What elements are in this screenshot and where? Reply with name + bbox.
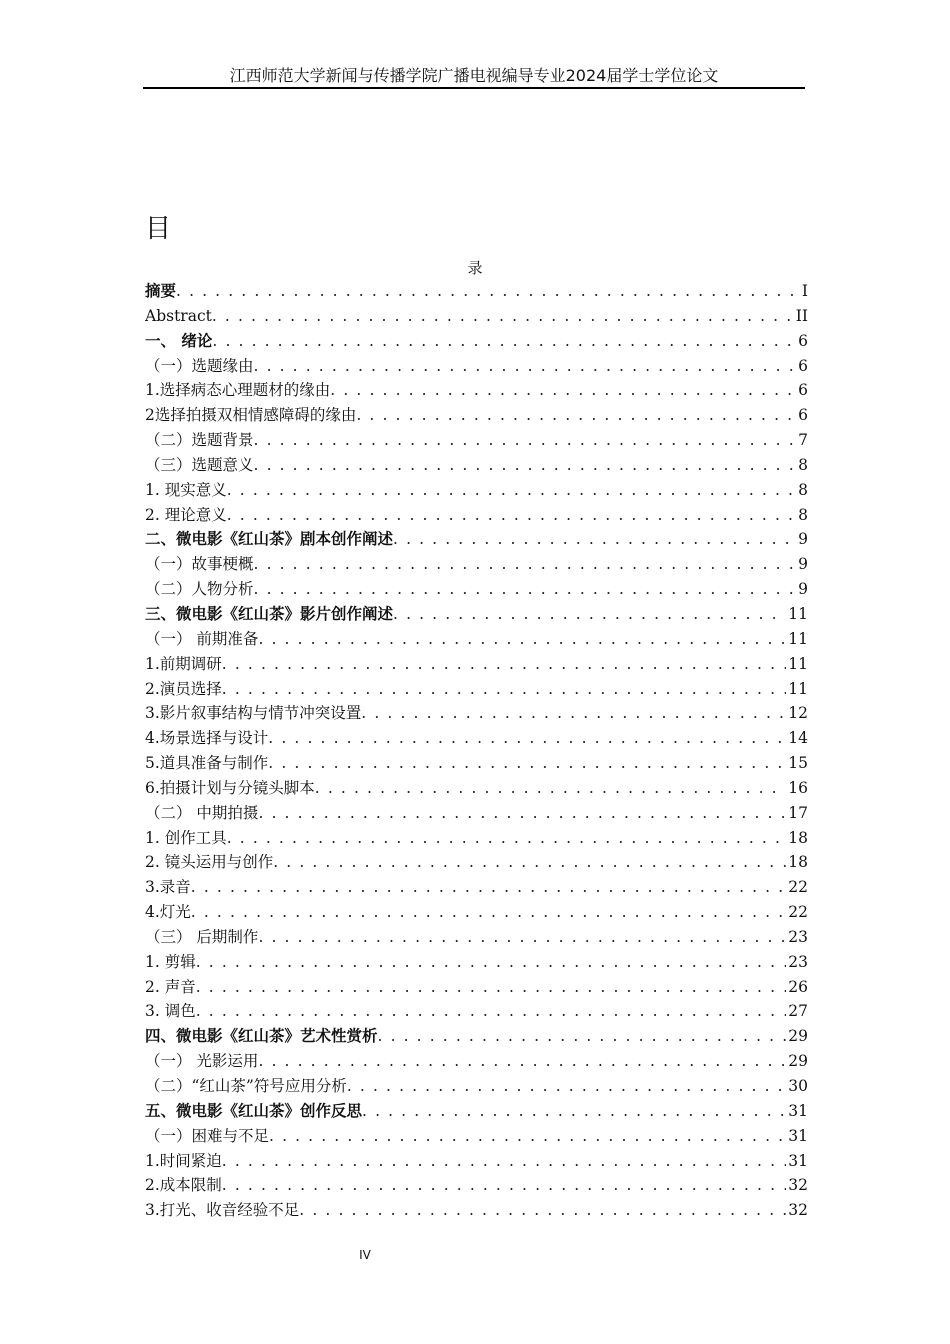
toc-entry[interactable] [145, 577, 808, 602]
toc-entry[interactable] [145, 801, 808, 826]
toc-entry-page: 9 [798, 555, 808, 574]
toc-leader-dots [268, 726, 786, 751]
toc-entry-label: 三、微电影《红山茶》影片创作阐述 [145, 603, 394, 623]
toc-entry-label: 2. 镜头运用与创作 [145, 853, 274, 872]
toc-entry-page: 30 [788, 1077, 808, 1095]
toc-entry-label: 2选择拍摄双相情感障碍的缘由 [145, 406, 357, 425]
toc-leader-dots [362, 1099, 786, 1124]
toc-entry-page: 29 [788, 1052, 808, 1071]
toc-leader-dots [299, 1198, 786, 1223]
toc-entry-page: 31 [788, 1126, 808, 1145]
toc-entry-page: 32 [788, 1201, 808, 1220]
toc-entry[interactable] [145, 900, 808, 925]
toc-entry[interactable] [145, 850, 808, 875]
toc-entry-label: （一） 光影运用 [145, 1052, 259, 1071]
toc-entry[interactable] [145, 925, 808, 950]
toc-entry-label: （二）选题背景 [145, 431, 254, 450]
toc-entry[interactable] [145, 677, 808, 702]
toc-entry-label: 5.道具准备与制作 [145, 754, 269, 773]
toc-entry[interactable] [145, 701, 808, 726]
toc-entry-label: 3.影片叙事结构与情节冲突设置 [145, 704, 362, 723]
toc-entry-page: 14 [788, 729, 808, 748]
toc-entry-label: 6.拍摄计划与分镜头脚本 [145, 778, 315, 797]
toc-entry-label: （三） 后期制作 [145, 927, 259, 946]
toc-entry-page: 26 [788, 977, 808, 996]
toc-entry-page: 9 [798, 580, 808, 599]
toc-entry-label: 1.选择病态心理题材的缘由 [145, 381, 331, 400]
toc-entry-page: 18 [788, 828, 808, 847]
toc-leader-dots [212, 329, 796, 354]
toc-leader-dots [254, 354, 797, 379]
toc-entry-page: 16 [788, 778, 808, 797]
toc-entry[interactable] [145, 875, 808, 900]
toc-entry[interactable] [145, 1198, 808, 1223]
toc-leader-dots [227, 826, 787, 851]
page-number: IV [359, 1248, 371, 1262]
toc-entry-label: 1. 现实意义 [145, 480, 227, 499]
toc-entry-label: 五、微电影《红山茶》创作反思 [145, 1100, 363, 1120]
toc-entry-label: 2.演员选择 [145, 679, 222, 698]
toc-entry-label: 二、微电影《红山茶》剧本创作阐述 [145, 529, 394, 549]
toc-entry-label: （一） 前期准备 [145, 629, 259, 648]
toc-entry-label: 2.成本限制 [145, 1176, 222, 1195]
toc-entry-label: （三）选题意义 [145, 455, 254, 474]
toc-entry-page: 9 [798, 530, 808, 549]
toc-entry-label: 一、 绪论 [145, 330, 213, 350]
toc-entry-page: 8 [798, 455, 808, 474]
toc-leader-dots [222, 652, 786, 677]
toc-entry-page: 8 [798, 505, 808, 524]
toc-entry-page: 31 [788, 1151, 808, 1170]
toc-entry-page: 15 [788, 754, 808, 773]
toc-entry-label: （二） 中期拍摄 [145, 803, 259, 822]
toc-entry-label: 摘要 [145, 281, 177, 300]
toc-entry-page: 12 [788, 704, 808, 723]
toc-entry-page: 22 [788, 878, 808, 897]
toc-leader-dots [196, 950, 787, 975]
toc-entry[interactable] [145, 627, 808, 652]
toc-entry-label: 1. 创作工具 [145, 828, 227, 847]
toc-leader-dots [222, 677, 786, 702]
toc-entry[interactable] [145, 826, 808, 851]
running-header: 江西师范大学新闻与传播学院广播电视编导专业2024届学士学位论文 [229, 66, 719, 85]
toc-entry[interactable] [145, 776, 808, 801]
toc-entry-page: 6 [798, 356, 808, 375]
toc-entry[interactable] [145, 999, 808, 1024]
toc-entry[interactable] [145, 552, 808, 577]
toc-leader-dots [254, 428, 797, 453]
toc-entry-page: 11 [788, 629, 808, 648]
toc-entry[interactable] [145, 503, 808, 528]
toc-leader-dots [258, 801, 786, 826]
toc-entry[interactable] [145, 478, 808, 503]
toc-entry[interactable] [145, 354, 808, 379]
toc-entry-page: 6 [798, 331, 808, 350]
toc-leader-dots [378, 1024, 787, 1049]
toc-leader-dots [222, 1149, 786, 1174]
toc-leader-dots [222, 1173, 786, 1198]
toc-entry-page: 18 [788, 853, 808, 872]
toc-title-main: 目 [145, 214, 172, 244]
toc-leader-dots [254, 552, 797, 577]
toc-entry[interactable] [145, 527, 808, 552]
toc-leader-dots [196, 975, 787, 1000]
toc-entry-label: （一）困难与不足 [145, 1126, 270, 1145]
toc-entry-label: （一）选题缘由 [145, 356, 254, 375]
toc-entry[interactable] [145, 329, 808, 354]
toc-entry-label: 1.前期调研 [145, 654, 222, 673]
toc-entry-page: 6 [798, 381, 808, 400]
toc-entry[interactable] [145, 1099, 808, 1124]
toc-leader-dots [227, 503, 796, 528]
toc-entry-page: 29 [788, 1027, 808, 1046]
toc-leader-dots [356, 403, 796, 428]
toc-leader-dots [254, 577, 797, 602]
toc-entry-label: 1.时间紧迫 [145, 1151, 222, 1170]
toc-entry[interactable] [145, 1149, 808, 1174]
toc-title-sub: 录 [467, 259, 483, 277]
toc-entry-page: 23 [788, 927, 808, 946]
toc-entry-label: 4.场景选择与设计 [145, 729, 269, 748]
toc-leader-dots [227, 478, 796, 503]
toc-leader-dots [361, 701, 786, 726]
toc-entry[interactable] [145, 453, 808, 478]
toc-entry-page: 11 [788, 604, 808, 623]
toc-entry-label: 1. 剪辑 [145, 952, 196, 971]
toc-entry-page: 11 [788, 654, 808, 673]
toc-entry-page: 8 [798, 480, 808, 499]
toc-entry[interactable] [145, 1124, 808, 1149]
toc-leader-dots [196, 999, 787, 1024]
toc-entry-page: 32 [788, 1176, 808, 1195]
toc-leader-dots [176, 279, 800, 304]
toc-entry[interactable] [145, 304, 808, 329]
toc-leader-dots [347, 1074, 786, 1099]
table-of-contents [145, 279, 808, 1223]
toc-entry-page: 6 [798, 406, 808, 425]
toc-entry[interactable] [145, 279, 808, 304]
toc-entry[interactable] [145, 602, 808, 627]
toc-entry[interactable] [145, 652, 808, 677]
toc-entry[interactable] [145, 1173, 808, 1198]
header-rule [143, 87, 805, 89]
toc-leader-dots [258, 925, 786, 950]
toc-leader-dots [393, 602, 786, 627]
toc-entry-page: 22 [788, 903, 808, 922]
toc-entry-page: 27 [788, 1002, 808, 1021]
toc-entry-label: （二）人物分析 [145, 580, 254, 599]
toc-entry-label: 3. 调色 [145, 1002, 196, 1021]
toc-entry[interactable] [145, 428, 808, 453]
toc-entry-label: Abstract [145, 306, 212, 325]
toc-entry[interactable] [145, 1049, 808, 1074]
toc-entry-page: 17 [788, 803, 808, 822]
toc-leader-dots [212, 304, 794, 329]
toc-entry-label: 2. 理论意义 [145, 505, 227, 524]
toc-entry-page: 23 [788, 952, 808, 971]
toc-entry-page: 7 [798, 431, 808, 450]
toc-entry[interactable] [145, 751, 808, 776]
toc-entry[interactable] [145, 378, 808, 403]
toc-leader-dots [268, 751, 786, 776]
toc-entry[interactable] [145, 1074, 808, 1099]
toc-entry-label: 2. 声音 [145, 977, 196, 996]
toc-leader-dots [258, 627, 786, 652]
toc-entry[interactable] [145, 975, 808, 1000]
toc-leader-dots [315, 776, 786, 801]
toc-leader-dots [191, 900, 786, 925]
toc-entry-label: 4.灯光 [145, 903, 191, 922]
toc-entry-label: （二）“红山茶”符号应用分析 [145, 1077, 347, 1095]
toc-entry-label: 四、微电影《红山茶》艺术性赏析 [145, 1026, 378, 1046]
toc-entry-label: 3.录音 [145, 878, 191, 897]
toc-leader-dots [191, 875, 786, 900]
toc-leader-dots [254, 453, 797, 478]
toc-entry-page: II [795, 306, 808, 325]
toc-leader-dots [393, 527, 796, 552]
toc-entry-page: I [801, 282, 808, 300]
toc-entry-page: 11 [788, 679, 808, 698]
toc-leader-dots [273, 850, 786, 875]
toc-leader-dots [330, 378, 796, 403]
toc-entry-page: 31 [788, 1101, 808, 1120]
toc-leader-dots [258, 1049, 786, 1074]
toc-entry-label: （一）故事梗概 [145, 555, 254, 574]
toc-entry-label: 3.打光、收音经验不足 [145, 1201, 300, 1220]
toc-leader-dots [269, 1124, 786, 1149]
toc-entry[interactable] [145, 1024, 808, 1049]
toc-entry[interactable] [145, 726, 808, 751]
toc-entry[interactable] [145, 950, 808, 975]
toc-entry[interactable] [145, 403, 808, 428]
